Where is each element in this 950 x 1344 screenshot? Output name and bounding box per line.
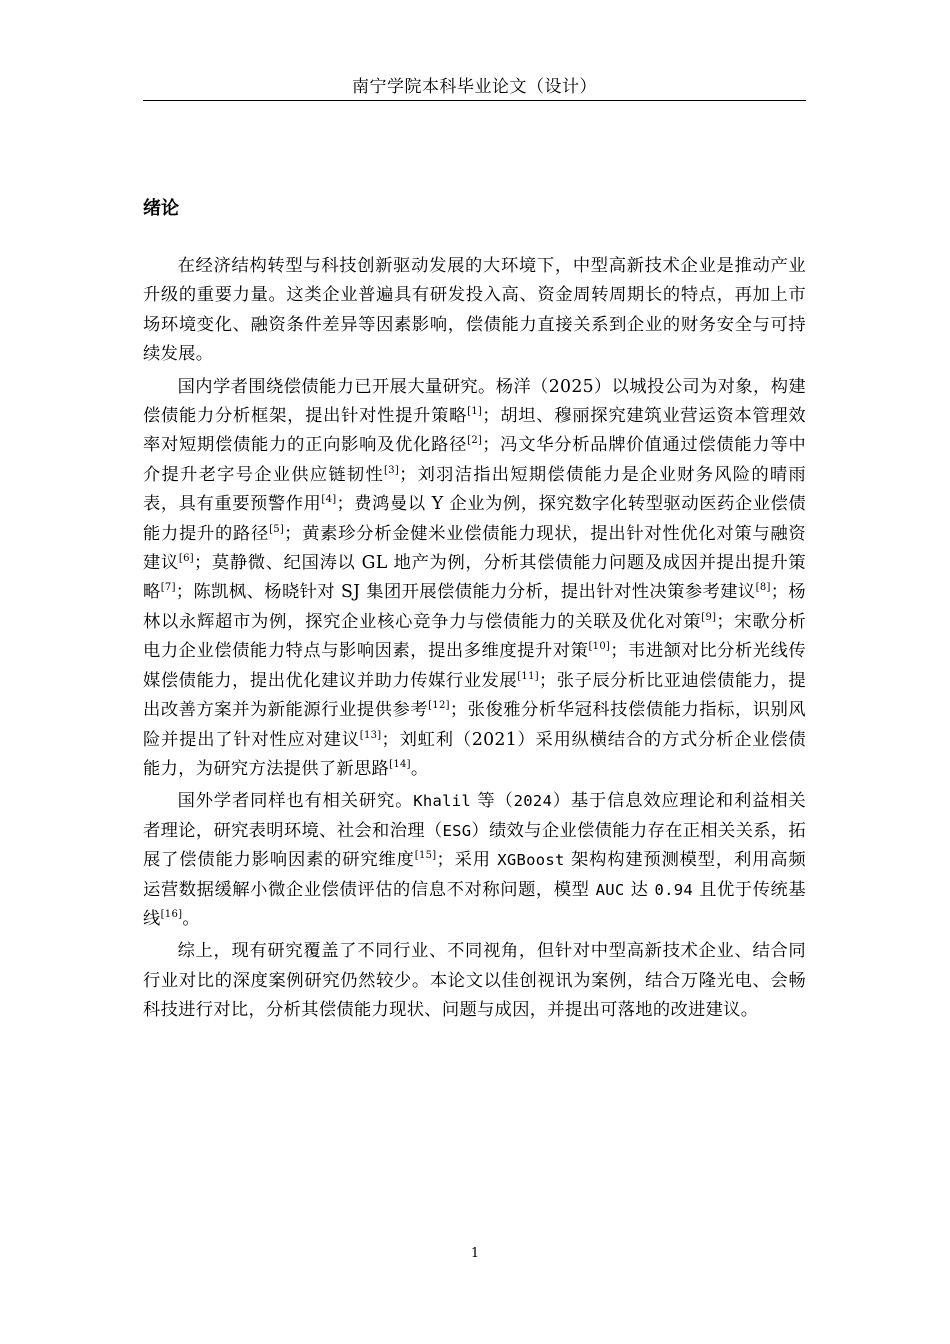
text-run: ；陈凯枫、杨晓针对 SJ 集团开展偿债能力分析，提出针对性决策参考建议: [175, 582, 756, 603]
text-run: ；杨林以永辉超市为例，探究企业核心竞争力与偿债能力的关联及优化对策: [143, 582, 806, 632]
latin-term: 2024: [513, 792, 553, 811]
text-run: 架构构建预测模型，利用高频运营数据缓解小微企业偿债评估的信息不对称问题，模型: [143, 850, 806, 900]
citation-marker: [8]: [755, 582, 771, 594]
body-text: [143, 252, 806, 1029]
citation-marker: [15]: [414, 850, 437, 862]
citation-marker: [9]: [701, 612, 717, 624]
paragraph-intro: [143, 252, 806, 370]
paragraph-foreign-review: [143, 787, 806, 934]
citation-marker: [1]: [467, 406, 483, 418]
citation-marker: [5]: [269, 523, 285, 535]
text-run: ；冯文华分析品牌价值通过偿债能力等中介提升老字号企业供应链韧性: [143, 435, 806, 485]
text-run: ；莫静微、纪国涛以 GL 地产为例，分析其偿债能力问题及成因并提出提升策略: [143, 553, 806, 603]
citation-marker: [3]: [384, 465, 400, 477]
latin-term: ESG: [442, 821, 472, 840]
citation-marker: [7]: [160, 582, 176, 594]
text-run: ；刘虹利（2021）采用纵横结合的方式分析企业偿债能力，为研究方法提供了新思路: [143, 729, 806, 779]
paragraph-domestic-review: [143, 373, 806, 785]
citation-marker: [16]: [160, 909, 183, 921]
text-run: ；费鸿曼以 Y 企业为例，探究数字化转型驱动医药企业偿债能力提升的路径: [143, 494, 806, 544]
text-run: 国内学者围绕偿债能力已开展大量研究。杨洋（2025）以城投公司为对象，构建偿债能力分析框架，提出针对性提升策略: [143, 376, 806, 427]
page-header: 南宁学院本科毕业论文（设计）: [352, 77, 597, 97]
citation-marker: [14]: [389, 759, 411, 771]
citation-marker: [11]: [517, 670, 539, 682]
latin-term: XGBoost: [497, 851, 565, 870]
text-run: ；黄素珍分析金健米业偿债能力现状，提出针对性优化对策与融资建议: [143, 523, 807, 574]
text-run: 。: [182, 908, 200, 929]
text-run: ）基于信息效应理论和利益相关者理论，研究表明环境、社会和治理（: [143, 791, 806, 841]
citation-marker: [12]: [428, 700, 450, 712]
citation-marker: [6]: [178, 553, 194, 565]
section-heading: 绪论: [143, 198, 179, 219]
citation-marker: [2]: [467, 435, 483, 447]
text-run: ）绩效与企业偿债能力存在正相关关系，拓展了偿债能力影响因素的研究维度: [143, 820, 806, 871]
text-run: ；刘羽洁指出短期偿债能力是企业财务风险的晴雨表，具有重要预警作用: [143, 464, 806, 515]
citation-marker: [13]: [359, 729, 382, 741]
citation-marker: [4]: [321, 494, 337, 506]
text-run: 等（: [471, 791, 514, 812]
text-run: 。: [410, 758, 429, 779]
text-run: 且优于传统基线: [143, 879, 807, 929]
header-rule: [143, 100, 806, 101]
text-run: 在经济结构转型与科技创新驱动发展的大环境下，中型高新技术企业是推动产业升级的重要力量。这类企业普遍具有研发投入高、资金周转周期长的特点，再加上市场环境变化、融资条件差异等因素影响，偿债能力直接关系到企业的财务安全与可持续发展。: [143, 256, 806, 365]
page-number: 1: [470, 1246, 480, 1261]
text-run: ；张子辰分析比亚迪偿债能力，提出改善方案并为新能源行业提供参考: [143, 670, 806, 721]
latin-term: Khalil: [413, 792, 472, 811]
text-run: ；韦进颔对比分析光线传媒偿债能力，提出优化建议并助力传媒行业发展: [143, 641, 806, 691]
text-run: 综上，现有研究覆盖了不同行业、不同视角，但针对中型高新技术企业、结合同行业对比的深度案例研究仍然较少。本论文以佳创视讯为案例，结合万隆光电、会畅科技进行对比，分析其偿债能力现状、问题与成因，并提出可落地的改进建议。: [143, 941, 806, 1021]
text-run: ；宋歌分析电力企业偿债能力特点与影响因素，提出多维度提升对策: [143, 611, 806, 662]
text-run: 达: [624, 879, 655, 900]
text-run: ；胡坦、穆丽探究建筑业营运资本管理效率对短期偿债能力的正向影响及优化路径: [143, 406, 806, 456]
latin-term: AUC: [595, 880, 625, 899]
latin-term: 0.94: [654, 880, 694, 899]
paragraph-summary: [143, 937, 806, 1025]
text-run: ；采用: [436, 850, 498, 871]
text-run: ；张俊雅分析华冠科技偿债能力指标，识别风险并提出了针对性应对建议: [143, 700, 806, 750]
citation-marker: [10]: [588, 641, 611, 653]
text-run: 国外学者同样也有相关研究。: [177, 791, 414, 812]
